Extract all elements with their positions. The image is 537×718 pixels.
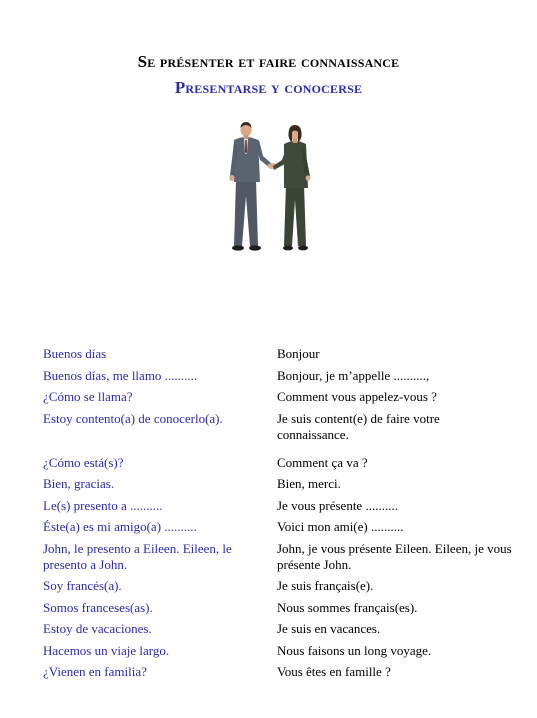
phrase-french: Nous faisons un long voyage. (277, 642, 432, 658)
phrase-list (43, 346, 513, 686)
phrase-spanish: Estoy contento(a) de conocerlo(a). (43, 410, 223, 426)
woman-figure (273, 125, 310, 250)
phrase-row (43, 621, 513, 637)
phrase-french: Je suis content(e) de faire votre connaissance. (277, 410, 440, 442)
phrase-french: Bonjour (277, 346, 320, 361)
phrase-french: Voici mon ami(e) .......... (277, 519, 404, 534)
phrase-row (43, 664, 513, 680)
phrase-spanish: ¿Cómo se llama? (43, 389, 133, 404)
man-figure (229, 122, 272, 251)
phrase-row (43, 519, 513, 535)
phrase-french: Je vous présente .......... (277, 497, 398, 513)
phrase-french: Je suis français(e). (277, 578, 374, 593)
phrase-row (43, 389, 513, 405)
page-title-spanish: Presentarse y conocerse (174, 78, 363, 97)
phrase-row (43, 600, 513, 616)
phrase-spanish: Éste(a) es mi amigo(a) .......... (43, 519, 197, 534)
handshake-people-icon (222, 118, 322, 258)
phrase-french: Vous êtes en famille ? (277, 664, 391, 679)
phrase-spanish: Somos franceses(as). (43, 599, 153, 615)
phrase-french: Bien, merci. (277, 476, 341, 491)
phrase-french: Je suis en vacances. (277, 621, 381, 636)
phrase-row (43, 541, 513, 573)
phrase-french: Nous sommes français(es). (277, 599, 418, 615)
phrase-row (43, 498, 513, 514)
phrase-spanish: Buenos días, me llamo .......... (43, 367, 198, 383)
phrase-spanish: Estoy de vacaciones. (43, 621, 152, 636)
phrase-row (43, 455, 513, 471)
phrase-french: Comment ça va ? (277, 454, 368, 470)
phrase-spanish: Buenos días (43, 346, 107, 361)
phrase-spanish: Bien, gracias. (43, 476, 115, 491)
phrase-spanish: John, le presento a Eileen. Eileen, le presento a John. (43, 540, 232, 572)
phrase-row (43, 578, 513, 594)
phrase-spanish: ¿Cómo está(s)? (43, 454, 124, 470)
phrase-row (43, 643, 513, 659)
phrase-spanish: Hacemos un viaje largo. (43, 642, 170, 658)
phrase-row (43, 368, 513, 384)
phrase-spanish: ¿Vienen en familia? (43, 664, 147, 679)
phrase-french: John, je vous présente Eileen. Eileen, je vous présente John. (277, 540, 512, 572)
phrase-spanish: Soy francés(a). (43, 578, 122, 593)
phrase-french: Bonjour, je m’appelle .........., (277, 367, 430, 383)
phrase-spanish: Le(s) presento a .......... (43, 497, 163, 513)
phrase-row (43, 411, 513, 443)
phrase-french: Comment vous appelez-vous ? (277, 389, 437, 404)
phrase-row (43, 476, 513, 492)
page-title-french: Se présenter et faire connaissance (137, 52, 400, 71)
phrase-row (43, 346, 513, 362)
